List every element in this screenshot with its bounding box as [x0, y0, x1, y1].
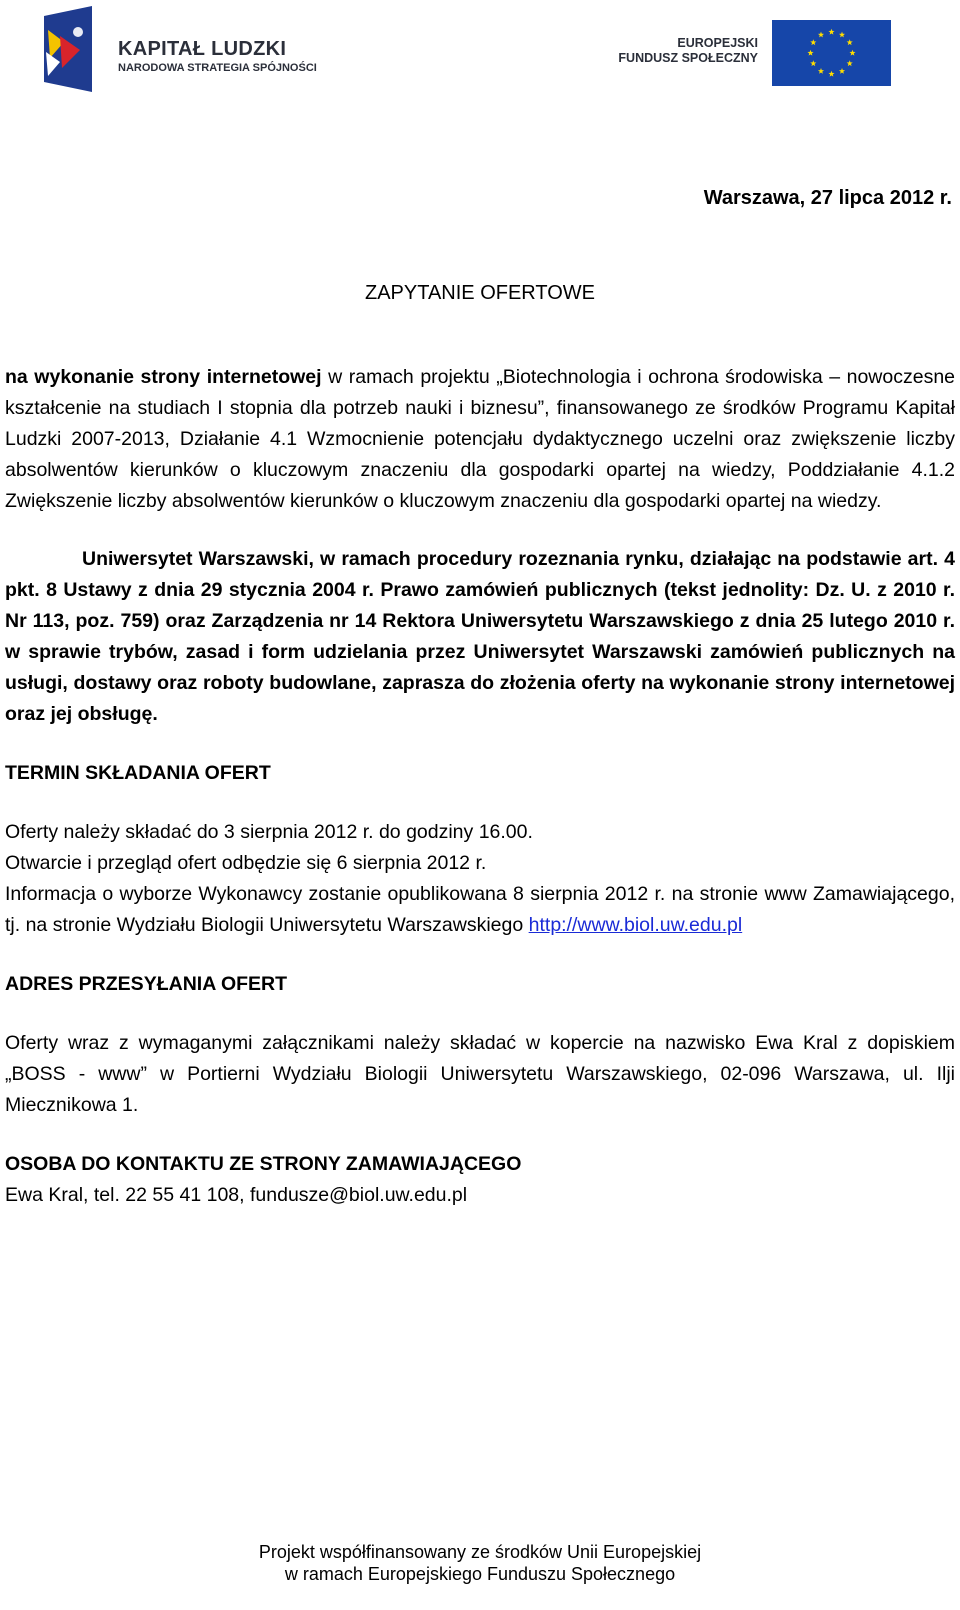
kapital-ludzki-emblem-icon: [40, 6, 98, 92]
contact-details: Ewa Kral, tel. 22 55 41 108, fundusze@biol.uw.edu.pl: [5, 1184, 468, 1206]
document-title: ZAPYTANIE OFERTOWE: [364, 282, 596, 304]
address-heading: ADRES PRZESYŁANIA OFERT: [5, 973, 288, 995]
efs-line-2: FUNDUSZ SPOŁECZNY: [618, 51, 758, 65]
faculty-website-link[interactable]: http://www.biol.uw.edu.pl: [528, 914, 743, 936]
intro-text: w ramach projektu „Biotechnologia i ochrona środowiska – nowoczesne kształcenie na studiach I stopnia dla potrzeb nauki i biznesu”, finansowanego ze środków Programu Kapitał Ludzki 2007-2013, Działanie 4.1 Wzmocnienie potencjału dydaktycznego uczelni oraz zwiększenie liczby absolwentów kierunków o kluczowym znaczeniu dla gospodarki opartej na wiedzy, Poddziałanie 4.1.2 Zwiększenie liczby absolwentów kierunków o kluczowym znaczeniu dla gospodarki opartej na wiedzy.: [5, 366, 956, 512]
document-footer: [0, 1541, 960, 1585]
deadline-line-2: Otwarcie i przegląd ofert odbędzie się 6 sierpnia 2012 r.: [5, 852, 487, 874]
document-date: Warszawa, 27 lipca 2012 r.: [703, 187, 952, 209]
document-header: [0, 0, 960, 100]
efs-logo-text: [588, 36, 758, 66]
invitation-paragraph: Uniwersytet Warszawski, w ramach procedury rozeznania rynku, działając na podstawie art. 4 pkt. 8 Ustawy z dnia 29 stycznia 2004 r. Prawo zamówień publicznych (tekst jednolity: Dz. U. z 2010 r. Nr 113, poz. 759) oraz Zarządzenia nr 14 Rektora Uniwersytetu Warszawskiego z dnia 25 lutego 2010 r. w sprawie trybów, zasad i form udzielania przez Uniwersytet Warszawski zamówień publicznych na usługi, dostawy oraz roboty budowlane, zaprasza do złożenia oferty na wykonanie strony internetowej oraz jej obsługę.: [5, 548, 955, 725]
eu-flag-icon: [772, 20, 891, 86]
kapital-ludzki-subtitle: NARODOWA STRATEGIA SPÓJNOŚCI: [118, 62, 317, 74]
kapital-ludzki-title: KAPITAŁ LUDZKI: [118, 38, 287, 60]
intro-lead: na wykonanie strony internetowej: [5, 366, 322, 388]
intro-paragraph: [5, 362, 955, 517]
kapital-ludzki-logo: [40, 6, 340, 92]
footer-line-1: Projekt współfinansowany ze środków Unii Europejskiej: [258, 1542, 702, 1562]
deadline-line-3-text: Informacja o wyborze Wykonawcy zostanie opublikowana 8 sierpnia 2012 r. na stronie www Zamawiającego, tj. na stronie Wydziału Biologii Uniwersytetu Warszawskiego: [5, 883, 955, 936]
deadline-line-1: Oferty należy składać do 3 sierpnia 2012 r. do godziny 16.00.: [5, 821, 533, 843]
efs-line-1: EUROPEJSKI: [677, 36, 758, 50]
address-paragraph: Oferty wraz z wymaganymi załącznikami należy składać w kopercie na nazwisko Ewa Kral z dopiskiem „BOSS - www” w Portierni Wydziału Biologii Uniwersytetu Warszawskiego, 02-096 Warszawa, ul. Ilji Miecznikowa 1.: [5, 1032, 955, 1116]
deadline-heading: TERMIN SKŁADANIA OFERT: [5, 762, 271, 784]
footer-line-2: w ramach Europejskiego Funduszu Społecznego: [284, 1564, 676, 1584]
document-body: [5, 362, 955, 1211]
deadline-line-3: [5, 879, 955, 941]
contact-heading: OSOBA DO KONTAKTU ZE STRONY ZAMAWIAJĄCEGO: [5, 1153, 522, 1175]
